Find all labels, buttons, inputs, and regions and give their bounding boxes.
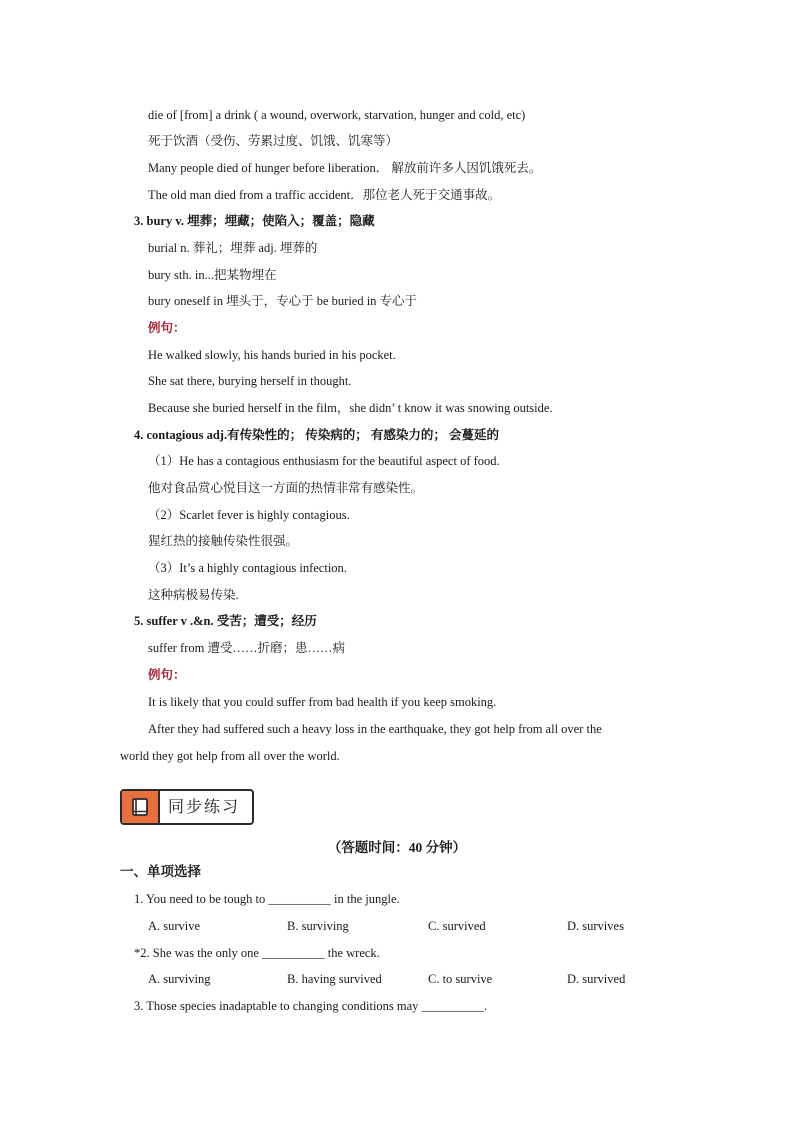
time-note: （答题时间：40 分钟） xyxy=(327,840,467,855)
example-sentence: （3）It’s a highly contagious infection. xyxy=(148,561,347,575)
example-sentence: （1）He has a contagious enthusiasm for the beautiful aspect of food. xyxy=(148,454,500,468)
text-line: suffer from 遭受……折磨；患……病 xyxy=(148,641,345,655)
vocab-heading-contagious: 4. contagious adj.有传染性的； 传染病的； 有感染力的； 会蔓延的 xyxy=(134,428,499,442)
question-2: *2. She was the only one __________ the wreck. xyxy=(134,946,380,960)
example-sentence: （2）Scarlet fever is highly contagious. xyxy=(148,508,350,522)
example-sentence: He walked slowly, his hands buried in his pocket. xyxy=(148,348,396,362)
example-sentence: It is likely that you could suffer from bad health if you keep smoking. xyxy=(148,695,497,709)
example-sentence: She sat there, burying herself in thought. xyxy=(148,374,352,388)
text-line: 死于饮酒（受伤、劳累过度、饥饿、饥寒等） xyxy=(148,134,399,148)
option-d: D. survives xyxy=(567,919,624,933)
text-line: die of [from] a drink ( a wound, overwork, starvation, hunger and cold, etc) xyxy=(148,108,526,122)
text-line: bury sth. in...把某物埋在 xyxy=(148,268,277,282)
text-line: burial n. 葬礼；埋葬 adj. 埋葬的 xyxy=(148,241,318,255)
option-a: A. surviving xyxy=(148,972,211,986)
practice-section-tab xyxy=(120,789,254,825)
example-sentence: world they got help from all over the world. xyxy=(120,749,340,763)
text-line: Many people died of hunger before liberation． 解放前许多人因饥饿死去。 xyxy=(148,161,542,175)
example-translation: 他对食品赏心悦目这一方面的热情非常有感染性。 xyxy=(148,481,424,495)
option-c: C. survived xyxy=(428,919,486,933)
text-line: The old man died from a traffic accident．那位老人死于交通事故。 xyxy=(148,188,501,202)
option-b: B. having survived xyxy=(287,972,382,986)
option-d: D. survived xyxy=(567,972,626,986)
practice-tab-label: 同步练习 xyxy=(168,797,241,816)
example-label: 例句： xyxy=(148,321,186,335)
example-sentence: After they had suffered such a heavy loss in the earthquake, they got help from all over the xyxy=(148,722,602,736)
vocab-heading-bury: 3. bury v. 埋葬；埋藏；使陷入；覆盖；隐藏 xyxy=(134,214,375,228)
example-sentence: Because she buried herself in the film，she didn’ t know it was snowing outside. xyxy=(148,401,553,415)
book-icon xyxy=(130,797,150,817)
text-line: bury oneself in 埋头于，专心于 be buried in 专心于 xyxy=(148,294,418,308)
section-title: 一、单项选择 xyxy=(120,864,201,879)
option-a: A. survive xyxy=(148,919,201,933)
vocab-heading-suffer: 5. suffer v .&n. 受苦；遭受；经历 xyxy=(134,614,317,628)
option-b: B. surviving xyxy=(287,919,349,933)
example-label: 例句： xyxy=(148,668,186,682)
question-1: 1. You need to be tough to __________ in the jungle. xyxy=(134,892,400,906)
example-translation: 这种病极易传染. xyxy=(148,588,239,602)
question-3: 3. Those species inadaptable to changing conditions may __________. xyxy=(134,999,488,1013)
example-translation: 猩红热的接触传染性很强。 xyxy=(148,534,299,548)
option-c: C. to survive xyxy=(428,972,493,986)
